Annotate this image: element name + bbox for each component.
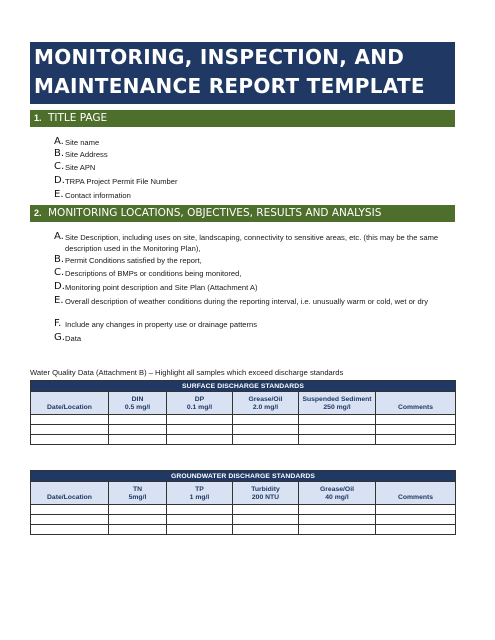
table-cell[interactable] (299, 435, 376, 445)
item-text: Site Address (65, 150, 108, 159)
table-cell[interactable] (233, 515, 299, 525)
section-title: TITLE PAGE (48, 112, 108, 124)
table-cell[interactable] (167, 525, 233, 535)
table-row (31, 435, 456, 445)
table-cell[interactable] (109, 505, 167, 515)
table-cell[interactable] (299, 425, 376, 435)
surface-discharge-table (30, 380, 456, 445)
table-row (31, 525, 456, 535)
item-letter: A. (54, 136, 64, 147)
list-item (54, 191, 454, 202)
item-text: Descriptions of BMPs or conditions being monitored, (65, 269, 242, 278)
column-header: Date/Location (31, 482, 109, 505)
item-text: Overall description of weather conditions during the reporting interval, i.e. unusually warm or cold, wet or dry (65, 297, 428, 306)
section-2-heading (30, 205, 455, 222)
table-cell[interactable] (376, 435, 456, 445)
list-item (54, 163, 454, 174)
table-cell[interactable] (376, 505, 456, 515)
list-item (54, 334, 454, 345)
item-letter: D. (54, 281, 65, 292)
item-letter: E. (54, 295, 64, 306)
item-text: Permit Conditions satisfied by the report, (65, 256, 202, 265)
item-letter: B. (54, 148, 65, 159)
table-cell[interactable] (233, 425, 299, 435)
list-item (54, 320, 454, 331)
table-cell[interactable] (31, 415, 109, 425)
list-item (54, 233, 454, 254)
list-item (54, 256, 454, 267)
table-cell[interactable] (233, 435, 299, 445)
table-cell[interactable] (299, 515, 376, 525)
list-item (54, 138, 454, 149)
table-caption: GROUNDWATER DISCHARGE STANDARDS (31, 471, 456, 482)
table-cell[interactable] (31, 525, 109, 535)
section-1-heading (30, 110, 455, 127)
item-text: Data (65, 334, 82, 343)
column-header: Suspended Sediment 250 mg/l (299, 392, 376, 415)
item-text: Site name (65, 138, 100, 147)
item-text: Monitoring point description and Site Plan (Attachment A) (65, 283, 258, 292)
document-title-line-2: MAINTENANCE REPORT TEMPLATE (34, 74, 425, 98)
table-row (31, 425, 456, 435)
table-cell[interactable] (299, 505, 376, 515)
table-cell[interactable] (376, 425, 456, 435)
table-caption: SURFACE DISCHARGE STANDARDS (31, 381, 456, 392)
column-header: Grease/Oil 40 mg/l (299, 482, 376, 505)
table-cell[interactable] (31, 435, 109, 445)
table-cell[interactable] (233, 415, 299, 425)
table-cell[interactable] (109, 525, 167, 535)
item-letter: F. (54, 318, 62, 329)
table-cell[interactable] (109, 425, 167, 435)
item-letter: B. (54, 254, 65, 265)
table-cell[interactable] (31, 425, 109, 435)
table-cell[interactable] (299, 415, 376, 425)
section-title: MONITORING LOCATIONS, OBJECTIVES, RESULTS AND ANALYSIS (48, 207, 382, 219)
table-row (31, 515, 456, 525)
item-letter: A. (54, 231, 64, 242)
table-cell[interactable] (109, 515, 167, 525)
column-header: DP 0.1 mg/l (167, 392, 233, 415)
section-number: 1. (34, 113, 42, 123)
column-header: DIN 0.5 mg/l (109, 392, 167, 415)
item-text: Site APN (65, 163, 96, 172)
table-cell[interactable] (167, 435, 233, 445)
table-cell[interactable] (109, 415, 167, 425)
table-cell[interactable] (109, 435, 167, 445)
item-text: Contact information (65, 191, 131, 200)
table-row (31, 415, 456, 425)
table-cell[interactable] (167, 415, 233, 425)
table-cell[interactable] (167, 515, 233, 525)
item-letter: C. (54, 161, 65, 172)
list-item (54, 269, 454, 280)
item-text: TRPA Project Permit File Number (65, 177, 178, 186)
column-header: Turbidity 200 NTU (233, 482, 299, 505)
column-header: Grease/Oil 2.0 mg/l (233, 392, 299, 415)
table-cell[interactable] (376, 515, 456, 525)
table-cell[interactable] (233, 525, 299, 535)
table-cell[interactable] (167, 425, 233, 435)
table-cell[interactable] (31, 515, 109, 525)
table-row (31, 505, 456, 515)
title-banner (30, 42, 455, 104)
table-cell[interactable] (299, 525, 376, 535)
column-header: Date/Location (31, 392, 109, 415)
table-cell[interactable] (31, 505, 109, 515)
list-item (54, 297, 454, 308)
item-text: Site Description, including uses on site, landscaping, connectivity to sensitive areas, etc. (this may be the same description used in the Monitoring Plan), (65, 233, 439, 253)
column-header: TN 5mg/l (109, 482, 167, 505)
column-header: Comments (376, 392, 456, 415)
item-text: Include any changes in property use or drainage patterns (65, 320, 258, 329)
table-cell[interactable] (376, 415, 456, 425)
table-header-row (31, 482, 456, 505)
table-cell[interactable] (376, 525, 456, 535)
column-header: TP 1 mg/l (167, 482, 233, 505)
column-header: Comments (376, 482, 456, 505)
table-cell[interactable] (167, 505, 233, 515)
table-cell[interactable] (233, 505, 299, 515)
item-letter: G. (54, 332, 65, 343)
table-header-row (31, 392, 456, 415)
water-quality-caption: Water Quality Data (Attachment B) – Highlight all samples which exceed discharge standards (30, 368, 344, 377)
document-title-line-1: MONITORING, INSPECTION, AND (34, 45, 405, 69)
item-letter: D. (54, 175, 65, 186)
list-item (54, 283, 454, 294)
item-letter: E. (54, 189, 64, 200)
item-letter: C. (54, 267, 65, 278)
section-number: 2. (34, 208, 42, 218)
groundwater-discharge-table (30, 470, 456, 535)
list-item (54, 150, 454, 161)
list-item (54, 177, 454, 188)
